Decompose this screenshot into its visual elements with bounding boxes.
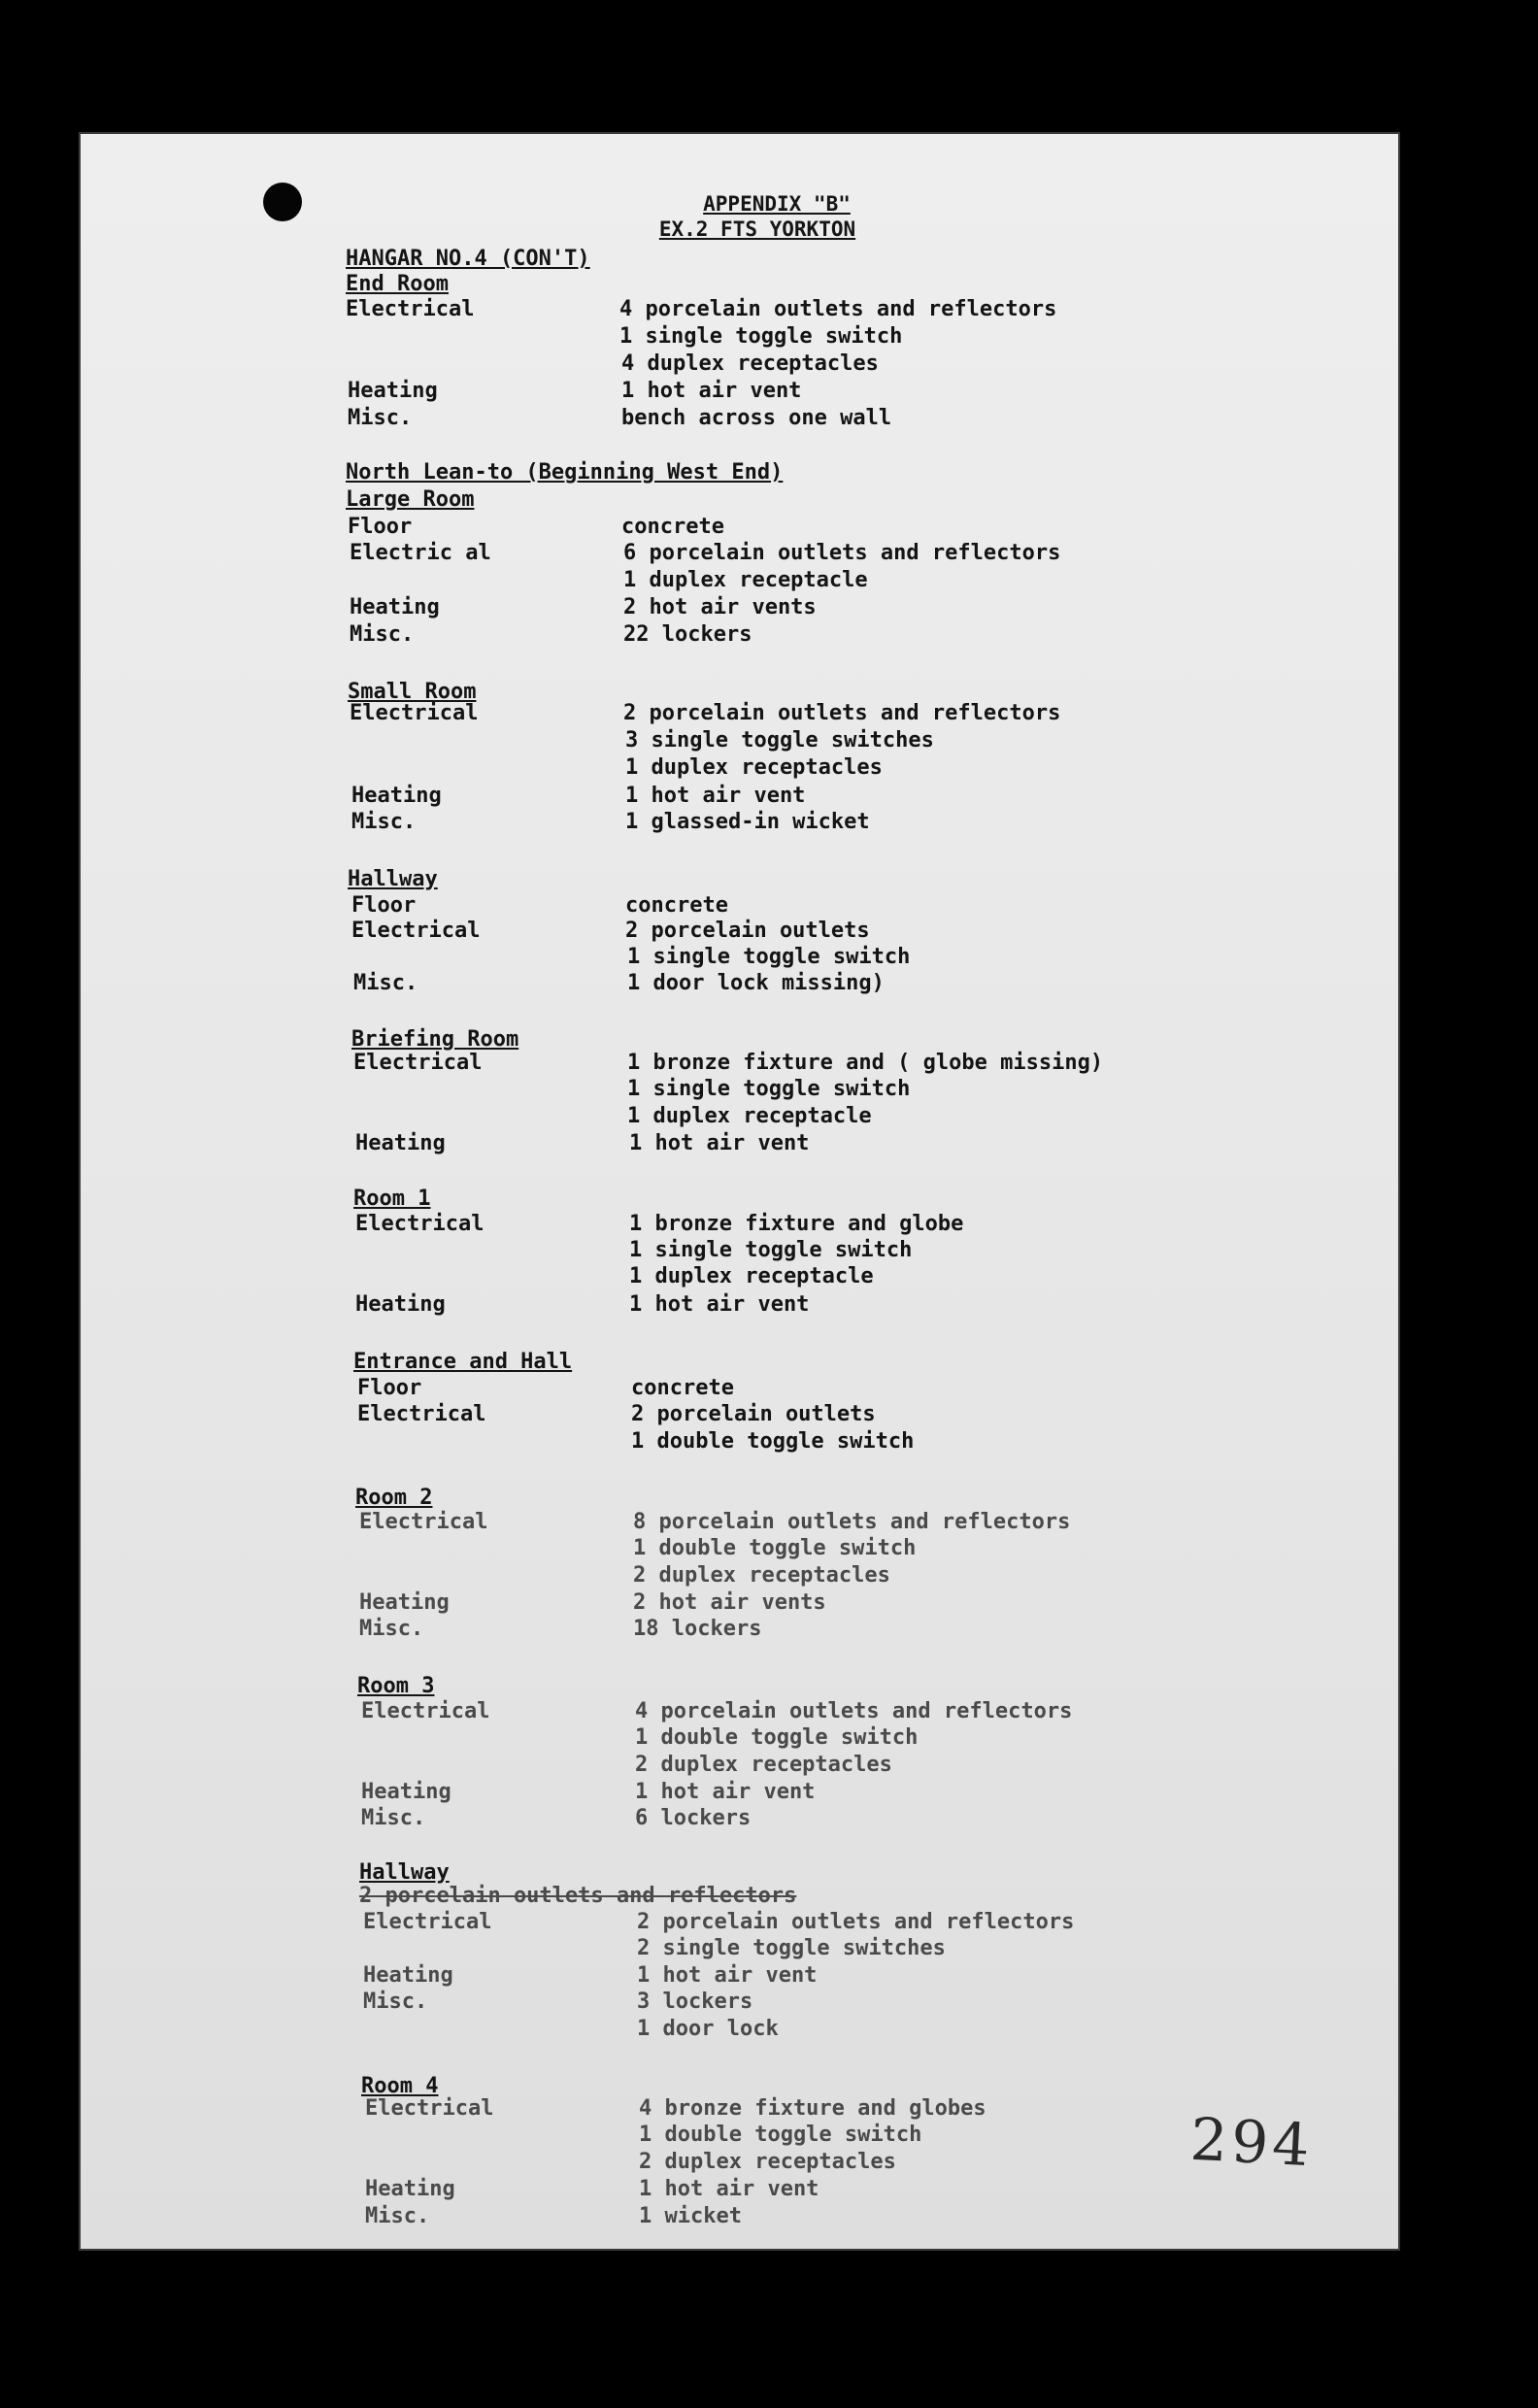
struck-out-line: 2 porcelain outlets and reflectors	[359, 1884, 797, 1908]
item-category-label: Electrical	[355, 1212, 485, 1236]
item-description: 1 glassed-in wicket	[625, 810, 870, 834]
section-heading: Hallway	[359, 1860, 450, 1885]
item-category-label: Misc.	[363, 1990, 428, 2014]
item-category-label: Floor	[357, 1376, 422, 1400]
item-category-label: Electric al	[350, 541, 491, 565]
item-description: 1 single toggle switch	[627, 1077, 911, 1101]
item-category-label: Electrical	[365, 2096, 494, 2121]
item-description: 2 porcelain outlets and reflectors	[623, 701, 1061, 725]
item-description: 18 lockers	[633, 1617, 762, 1641]
item-description: 2 duplex receptacles	[633, 1563, 890, 1588]
item-description: 2 porcelain outlets and reflectors	[637, 1910, 1075, 1934]
section-heading: End Room	[346, 272, 449, 296]
item-category-label: Heating	[355, 1292, 446, 1317]
section-heading: Small Room	[348, 680, 477, 704]
item-category-label: Heating	[361, 1780, 451, 1804]
item-description: 1 door lock missing)	[627, 971, 885, 995]
item-description: 1 hot air vent	[639, 2177, 819, 2201]
section-heading: Room 2	[355, 1486, 433, 1510]
appendix-title: APPENDIX "B"	[703, 192, 851, 216]
item-description: 2 duplex receptacles	[639, 2150, 896, 2174]
item-category-label: Heating	[348, 379, 438, 403]
item-description: 2 hot air vents	[633, 1590, 826, 1615]
item-description: 1 double toggle switch	[635, 1725, 919, 1750]
item-category-label: Misc.	[361, 1806, 426, 1830]
item-description: 1 bronze fixture and ( globe missing)	[627, 1051, 1104, 1075]
handwritten-page-number: 294	[1188, 2105, 1316, 2181]
item-description: 1 double toggle switch	[639, 2123, 922, 2147]
item-description: concrete	[631, 1376, 734, 1400]
item-category-label: Heating	[365, 2177, 455, 2201]
item-description: 6 lockers	[635, 1806, 752, 1830]
punch-hole	[263, 183, 302, 221]
section-heading: Hallway	[348, 867, 438, 891]
item-category-label: Misc.	[348, 406, 413, 430]
item-category-label: Electrical	[346, 297, 475, 321]
item-description: 1 hot air vent	[629, 1131, 810, 1155]
item-description: concrete	[621, 515, 724, 539]
appendix-subtitle: EX.2 FTS YORKTON	[658, 217, 856, 241]
item-category-label: Heating	[363, 1963, 453, 1988]
section-heading: Large Room	[346, 487, 475, 512]
item-category-label: Heating	[359, 1590, 450, 1615]
item-category-label: Misc.	[351, 810, 417, 834]
item-description: 1 duplex receptacle	[627, 1104, 872, 1128]
item-description: 22 lockers	[623, 622, 752, 647]
item-description: 2 porcelain outlets	[625, 919, 870, 943]
item-description: 3 single toggle switches	[625, 728, 934, 752]
item-description: 4 porcelain outlets and reflectors	[619, 297, 1057, 321]
item-category-label: Misc.	[365, 2204, 430, 2228]
item-description: 4 duplex receptacles	[621, 351, 879, 376]
item-description: 4 bronze fixture and globes	[639, 2096, 986, 2121]
section-heading: HANGAR NO.4 (CON'T)	[346, 247, 590, 271]
item-category-label: Misc.	[350, 622, 415, 647]
item-description: 2 single toggle switches	[637, 1936, 946, 1960]
item-description: 4 porcelain outlets and reflectors	[635, 1699, 1073, 1723]
item-description: 3 lockers	[637, 1990, 753, 2014]
item-category-label: Misc.	[359, 1617, 424, 1641]
item-category-label: Electrical	[361, 1699, 490, 1723]
item-description: 1 hot air vent	[621, 379, 802, 403]
item-category-label: Floor	[348, 515, 413, 539]
item-description: 1 duplex receptacles	[625, 755, 883, 780]
item-description: 1 hot air vent	[635, 1780, 816, 1804]
item-category-label: Electrical	[350, 701, 479, 725]
item-category-label: Misc.	[353, 971, 418, 995]
section-heading: Room 4	[361, 2074, 439, 2098]
item-category-label: Heating	[355, 1131, 446, 1155]
item-category-label: Electrical	[359, 1510, 488, 1534]
item-description: 1 single toggle switch	[627, 945, 911, 969]
item-description: 1 single toggle switch	[629, 1238, 913, 1262]
section-heading: Room 1	[353, 1187, 431, 1211]
item-description: 1 door lock	[637, 2017, 779, 2041]
item-description: 2 porcelain outlets	[631, 1402, 876, 1426]
item-category-label: Floor	[351, 893, 417, 918]
item-description: 1 double toggle switch	[633, 1536, 917, 1560]
item-description: 1 single toggle switch	[619, 324, 903, 349]
item-description: 1 hot air vent	[637, 1963, 818, 1988]
section-heading: Briefing Room	[351, 1027, 519, 1052]
item-description: concrete	[625, 893, 728, 918]
item-category-label: Heating	[350, 595, 440, 619]
item-description: 2 hot air vents	[623, 595, 817, 619]
item-description: 1 hot air vent	[629, 1292, 810, 1317]
section-heading: Room 3	[357, 1674, 435, 1698]
item-description: 1 double toggle switch	[631, 1429, 915, 1454]
item-description: 1 wicket	[639, 2204, 742, 2228]
item-description: 1 duplex receptacle	[623, 568, 868, 592]
item-category-label: Electrical	[351, 919, 481, 943]
section-heading: North Lean-to (Beginning West End)	[346, 460, 784, 485]
item-description: 8 porcelain outlets and reflectors	[633, 1510, 1071, 1534]
item-description: 1 bronze fixture and globe	[629, 1212, 964, 1236]
item-description: 2 duplex receptacles	[635, 1753, 892, 1777]
item-description: bench across one wall	[621, 406, 892, 430]
section-heading: Entrance and Hall	[353, 1350, 573, 1374]
item-category-label: Electrical	[357, 1402, 486, 1426]
item-description: 6 porcelain outlets and reflectors	[623, 541, 1061, 565]
item-category-label: Electrical	[363, 1910, 492, 1934]
item-category-label: Heating	[351, 784, 442, 808]
item-description: 1 hot air vent	[625, 784, 806, 808]
item-category-label: Electrical	[353, 1051, 483, 1075]
item-description: 1 duplex receptacle	[629, 1264, 874, 1288]
